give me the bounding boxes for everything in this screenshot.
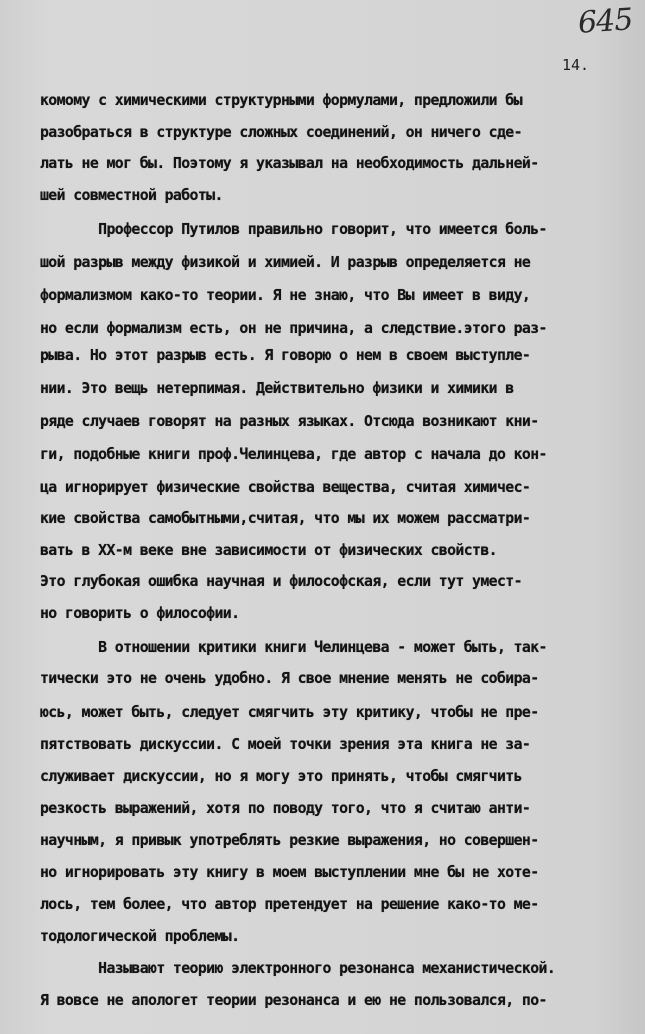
page-number: 14.	[562, 56, 590, 74]
text-line: служивает дискуссии, но я могу это принять, чтобы смягчить	[40, 768, 522, 785]
text-line: разобраться в структуре сложных соединений, он ничего сде-	[40, 124, 522, 141]
text-line: лось, тем более, что автор претендует на решение како-то ме-	[40, 896, 539, 913]
text-line: резкость выражений, хотя по поводу того, что я считаю анти-	[40, 800, 531, 817]
archive-number-handwritten: 645	[576, 2, 634, 41]
text-line: нии. Это вещь нетерпимая. Действительно физики и химики в	[40, 380, 514, 397]
text-line: Это глубокая ошибка научная и философская, если тут умест-	[40, 573, 522, 590]
text-line: шой разрыв между физикой и химией. И разрыв определяется не	[40, 254, 531, 271]
text-line: вать в XX-м веке вне зависимости от физических свойств.	[40, 542, 497, 559]
text-line: ряде случаев говорят на разных языках. Отсюда возникают кни-	[40, 413, 539, 430]
text-line: ги, подобные книги проф.Челинцева, где автор с начала до кон-	[40, 446, 547, 463]
text-line: В отношении критики книги Челинцева - может быть, так-	[40, 639, 547, 656]
text-line: ца игнорирует физические свойства вещества, считая химичес-	[40, 479, 531, 496]
text-line: тодологической проблемы.	[40, 928, 240, 945]
text-line: формализмом како-то теории. Я не знаю, что Вы имеет в виду,	[40, 287, 531, 304]
text-line: тически это не очень удобно. Я свое мнение менять не собира-	[40, 670, 539, 687]
text-line: комому с химическими структурными формулами, предложили бы	[40, 92, 522, 109]
text-line: Называют теорию электронного резонанса механистической.	[40, 960, 556, 977]
text-line: пятствовать дискуссии. С моей точки зрения эта книга не за-	[40, 736, 531, 753]
text-line: шей совместной работы.	[40, 187, 223, 204]
text-line: но если формализм есть, он не причина, а следствие.этого раз-	[40, 320, 547, 337]
text-line: Я вовсе не апологет теории резонанса и ею не пользовался, по-	[40, 992, 547, 1009]
text-line: лать не мог бы. Поэтому я указывал на необходимость дальней-	[40, 155, 539, 172]
text-line: но говорить о философии.	[40, 605, 240, 622]
text-line: юсь, может быть, следует смягчить эту критику, чтобы не пре-	[40, 704, 539, 721]
text-line: рыва. Но этот разрыв есть. Я говорю о нем в своем выступле-	[40, 347, 531, 364]
text-line: Профессор Путилов правильно говорит, что имеется боль-	[40, 221, 547, 238]
text-line: но игнорировать эту книгу в моем выступлении мне бы не хоте-	[40, 864, 539, 881]
text-line: научным, я привык употреблять резкие выражения, но совершен-	[40, 832, 539, 849]
text-line: кие свойства самобытными,считая, что мы их можем рассматри-	[40, 510, 531, 527]
